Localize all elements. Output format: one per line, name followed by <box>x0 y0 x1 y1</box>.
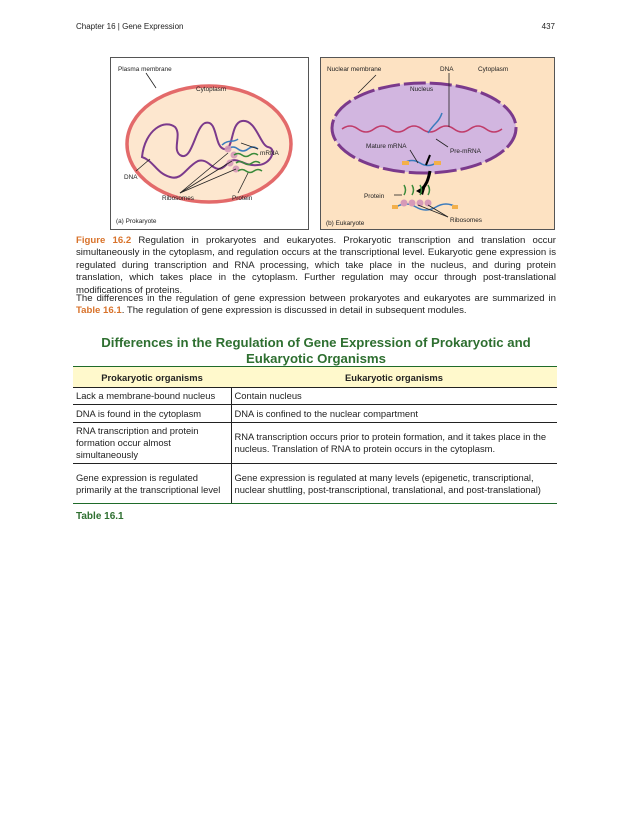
label-dna: DNA <box>124 174 138 181</box>
eukaryote-panel <box>321 58 555 230</box>
label-nuclear-membrane: Nuclear membrane <box>327 66 382 73</box>
label-dna: DNA <box>440 66 454 73</box>
table-header-row <box>73 367 557 388</box>
label-ribosomes: Ribosomes <box>450 217 482 224</box>
table-ref-link[interactable]: Table 16.1 <box>76 305 122 317</box>
nuclear-membrane-shape <box>332 83 516 173</box>
table-cell: RNA transcription occurs prior to protein formation, and it takes place in the nucleus. Translation of RNA to protein occurs in the cytoplasm. <box>231 423 557 464</box>
table-cell: Gene expression is regulated primarily at the transcriptional level <box>73 464 231 504</box>
table-label: Table 16.1 <box>76 511 124 522</box>
table-row <box>73 423 557 464</box>
table-title: Differences in the Regulation of Gene Expression of Prokaryotic and Eukaryotic Organisms <box>101 335 531 366</box>
page-number: 437 <box>541 22 555 31</box>
table-row <box>73 388 557 405</box>
comparison-table <box>73 366 557 504</box>
table-row <box>73 464 557 504</box>
figure-caption-label: Figure 16.2 <box>76 235 132 246</box>
table-cell: DNA is confined to the nuclear compartment <box>231 405 557 423</box>
table-cell: Gene expression is regulated at many levels (epigenetic, transcriptional, nuclear shuttling, post-transcriptional, translational, and post-translational) <box>231 464 557 504</box>
running-header: Chapter 16 | Gene Expression <box>76 22 184 31</box>
prokaryote-panel <box>111 58 309 230</box>
header-eukaryotic: Eukaryotic organisms <box>231 367 557 388</box>
label-ribosomes: Ribosomes <box>162 195 194 202</box>
figure-caption-text: Regulation in prokaryotes and eukaryotes. Prokaryotic transcription and translation occur simultaneously in the cytoplasm, and regulation occurs at the transcriptional level. Eukaryotic gene expression is regulated during transcription and RNA processing, which take place in the nucleus, and during protein translation, which takes place in the cytoplasm. Further regulation may occur through post-translational modifications of proteins. <box>76 235 556 296</box>
table-cell: DNA is found in the cytoplasm <box>73 405 231 423</box>
table-cell: Lack a membrane-bound nucleus <box>73 388 231 405</box>
figure-caption <box>76 235 556 297</box>
label-plasma-membrane: Plasma membrane <box>118 66 172 73</box>
label-nucleus: Nucleus <box>410 86 434 93</box>
panel-label-prokaryote: (a) Prokaryote <box>116 218 157 225</box>
table-row <box>73 405 557 423</box>
label-mrna: mRNA <box>260 150 279 157</box>
label-protein: Protein <box>364 193 385 200</box>
plasma-membrane-shape <box>127 86 291 202</box>
body-paragraph <box>76 293 556 318</box>
table-cell: Contain nucleus <box>231 388 557 405</box>
table-cell: RNA transcription and protein formation occur almost simultaneously <box>73 423 231 464</box>
label-cytoplasm: Cytoplasm <box>478 66 509 73</box>
para-text-before: The differences in the regulation of gene expression between prokaryotes and eukaryotes are summarized in <box>76 293 556 304</box>
label-pre-mrna: Pre-mRNA <box>450 148 481 155</box>
panel-label-eukaryote: (b) Eukaryote <box>326 220 365 227</box>
figure-16-2 <box>110 57 555 230</box>
label-protein: Protein <box>232 195 253 202</box>
label-cytoplasm: Cytoplasm <box>196 86 227 93</box>
label-mature-mrna: Mature mRNA <box>366 143 407 150</box>
header-prokaryotic: Prokaryotic organisms <box>73 367 231 388</box>
para-text-after: . The regulation of gene expression is discussed in detail in subsequent modules. <box>121 305 467 317</box>
